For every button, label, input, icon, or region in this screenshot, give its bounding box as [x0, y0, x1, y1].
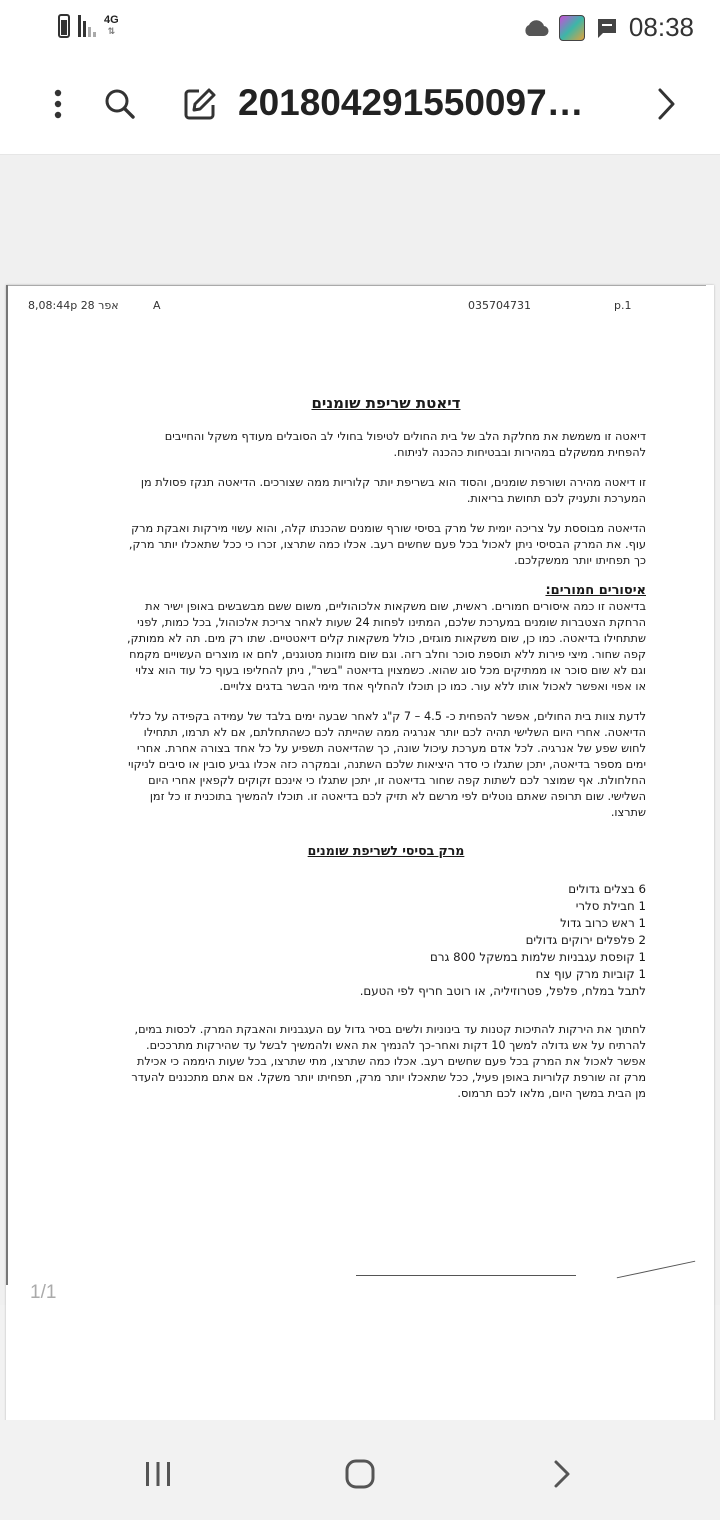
back-icon	[552, 1459, 572, 1489]
ingredient-item: 1 חבילת סלרי	[575, 899, 646, 913]
network-label: 4G	[104, 14, 119, 26]
paragraph: לדעת צוות בית החולים, אפשר להפחית כ- 4.5 – 7 ק"ג לאחר שבעה ימים בלבד של עמידה בקפידה על כללי הדיאטה. אחרי היום השלישי תהיה לכם יותר אנרגיה ממה שהייתה לכם כשהתחלתם, אם לא תרמו, תתחילו לחוש שפע של אנרגיה. לכל אדם מערכת עיכול שונה, כך שהדיאטה תשפיע על כל אחד בצורה אחרת. אחרי ימים מספר בדיאטה, יתכן שתגלו כי סדר היציאות שלכם השתנה, ובמקרה כזה אכלו גביע סובין או סיבים לניקוי החלחולת. אף שמוצר לכם לשתות קפה שחור בדיאטה זו, יתכן שתגלו כי אינכם זקוקים לקפאין אחרי היום השלישי. שום תרופה שאתם נוטלים לפי מרשם לא תזיק לכם בדיאטה זו. תוכלו להמשיך בתוכנית זו כל זמן שתרצו.	[128, 710, 646, 819]
scan-artifact	[356, 1275, 576, 1276]
document-heading: דיאטת שריפת שומנים	[311, 394, 461, 412]
paragraph: זו דיאטה מהירה ושורפת שומנים, והסוד הוא בשריפת יותר קלוריות ממה שצורכים. הדיאטה תנקז פסולת מן המערכת ותעניק לכם תחושת בריאות.	[140, 476, 646, 505]
navigation-bar	[0, 1420, 720, 1520]
more-options-button[interactable]	[38, 84, 78, 124]
chevron-right-icon	[656, 87, 676, 121]
paragraph: לחתוך את הירקות להתיכות קטנות עד בינוניות ולשים בסיר גדול עם העגבניות והאבקת המרק. לכסות במים, להרתיח על אש גדולה למשך 10 דקות ואחר-כך להנמיך את האש ולהמשיך לבשל עד שהירקות מתרככים. אפשר לאכול את המרק בכל פעם שחשים רעב. אכלו כמה שתרצו, מתי שתרצו, בכל שעות היממה כי אכילת מרק זה שורפת קלוריות באופן פעיל, ככל שתאכלו יותר מרק, תפחיתו יותר משקל. אם אתם מתכננים להעדר מן הבית במשך היום, מלאו לכם תרמוס.	[131, 1023, 646, 1100]
scan-artifact	[617, 1261, 695, 1279]
recipe-heading: מרק בסיסי לשריפת שומנים	[307, 843, 465, 858]
ingredient-item: 6 בצלים גדולים	[568, 882, 646, 896]
more-vertical-icon	[54, 89, 62, 119]
ingredient-item: 1 ראש כרוב גדול	[560, 916, 646, 930]
home-button[interactable]	[330, 1454, 390, 1494]
back-button[interactable]	[532, 1454, 592, 1494]
scan-edge	[6, 285, 8, 1285]
edit-button[interactable]	[180, 84, 220, 124]
status-right	[523, 12, 694, 43]
recent-apps-icon	[144, 1461, 172, 1487]
status-left	[58, 14, 119, 38]
page-indicator: 1/1	[30, 1282, 57, 1303]
network-type	[104, 15, 119, 37]
app-thumbnail-icon	[559, 15, 585, 41]
section-heading: איסורים חמורים:	[545, 583, 646, 598]
fax-page-number: p.1	[614, 299, 632, 312]
next-button[interactable]	[646, 84, 686, 124]
data-arrows-icon: ⇅	[107, 26, 116, 36]
toolbar	[0, 56, 720, 155]
document-body	[126, 395, 646, 1116]
status-bar	[0, 0, 720, 56]
ingredient-item: 1 קופסת עגבניות שלמות במשקל 800 גרם	[430, 950, 646, 964]
message-icon	[595, 16, 619, 40]
battery-icon	[58, 14, 70, 38]
ingredient-item: לתבל במלח, פלפל, פטרוזיליה, או רוטב חריף לפי הטעם.	[359, 984, 646, 998]
document-page[interactable]	[6, 285, 714, 1440]
fax-header	[6, 299, 714, 317]
document-viewer[interactable]	[0, 155, 720, 1305]
fax-letter: A	[153, 299, 161, 312]
paragraph: הדיאטה מבוססת על צריכה יומית של מרק בסיסי שורף שומנים שהכנתו קלה, והוא עשוי מירקות ואבקת מרק עוף. את המרק הבסיסי ניתן לאכול בכל פעם שחשים רעב. אכלו כמה שתרצו, זכרו כי ככל שתאכלו יותר מרק, כך תפחיתו יותר ממשקלכם.	[128, 522, 646, 567]
home-icon	[344, 1458, 376, 1490]
fax-timestamp: 8,08:44p אפר 28	[28, 299, 119, 312]
paragraph: בדיאטה זו כמה איסורים חמורים. ראשית, שום משקאות אלכוהוליים, משום ששם מבשבשים באופן ישיר את הרחקת הצטברות שומנים במערכת שלכם, המתינו לפחות 24 שעות לאחר צריכת אלכוהול, בכל כמות, לפני שתתחילו בדיאטה. כמו כן, שום משקאות מוגזים, כולל משקאות קלים דיאטטיים. שתו רק מים. תה לא ממותק, קפה שחור. מיצי פירות ללא תוספת סוכר וחלב רזה. וגם שום מזונות מטוגנים, לחם או מוצרים העשויים מקמח וגם לא שום סוכר או ממתיקים מכל סוג שהוא. כשמצוין בדיאטה "בשר", ניתן להחליפו בעוף כל עוד הוא צלוי או אפוי ואפשר לאכול אותו ללא עור. כמו כן תוכלו להחליף אחד מימי הבשר בדגים צלויים.	[127, 600, 646, 693]
scan-edge	[6, 285, 706, 286]
cloud-icon	[523, 19, 549, 37]
edit-icon	[183, 87, 217, 121]
ingredient-item: 1 קוביות מרק עוף צח	[535, 967, 646, 981]
ingredient-item: 2 פלפלים ירוקים גדולים	[525, 933, 646, 947]
paragraph: דיאטה זו משמשת את מחלקת הלב של בית החולים לטיפול בחולי לב הסובלים מעודף משקל והחייבים להפחית ממשקלם במהירות ובבטיחות כהכנה לניתוח.	[164, 430, 646, 459]
signal-icon	[78, 15, 96, 37]
ingredient-list	[126, 881, 646, 1000]
search-icon	[104, 88, 136, 120]
search-button[interactable]	[100, 84, 140, 124]
fax-number: 035704731	[468, 299, 531, 312]
recent-apps-button[interactable]	[128, 1454, 188, 1494]
document-title: 201804291550097…	[238, 82, 584, 123]
clock: 08:38	[628, 12, 694, 42]
